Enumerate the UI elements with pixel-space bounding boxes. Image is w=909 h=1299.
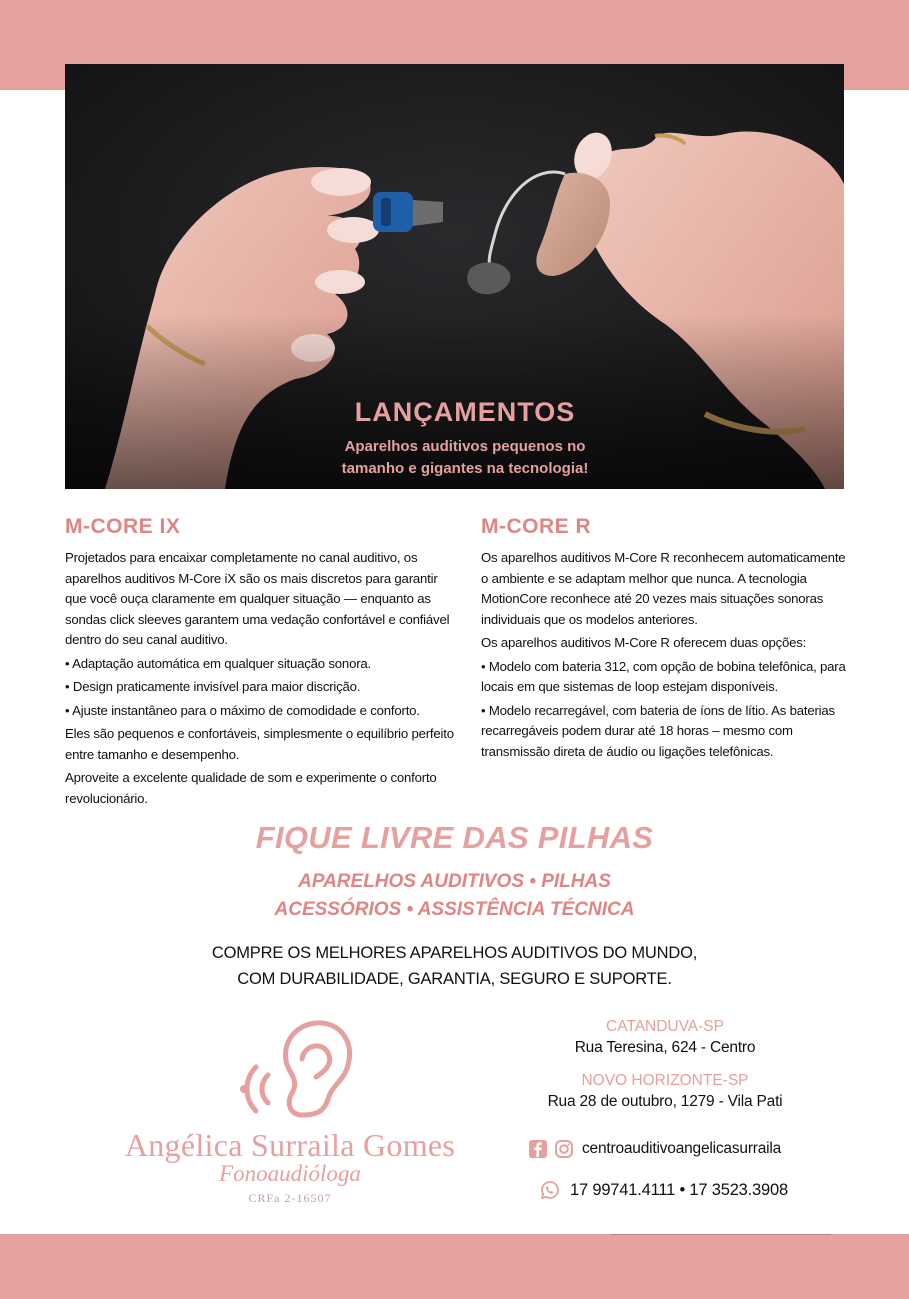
social-handle[interactable]: centroauditivoangelicasurraila: [582, 1140, 782, 1157]
promo-services-line1: APARELHOS AUDITIVOS • PILHAS: [298, 871, 611, 892]
bottom-divider: [611, 1234, 831, 1235]
location-item: [500, 1018, 830, 1057]
hero-subtitle-line1: Aparelhos auditivos pequenos no: [344, 438, 586, 455]
ear-sound-icon: [230, 1015, 360, 1125]
mcore-ix-bullet: • Design praticamente invisível para maior discrição.: [65, 679, 361, 694]
mcore-ix-intro: Projetados para encaixar completamente no canal auditivo, os aparelhos auditivos M-Core iX são os mais discretos para garantir que você ouça claramente em qualquer situação — enquanto as sondas click sleeves garantem uma vedação confortável e confiável dentro do seu canal auditivo.: [65, 550, 450, 647]
promo-cta-line2: COM DURABILIDADE, GARANTIA, SEGURO E SUPORTE.: [237, 970, 672, 988]
promo-services-line2: ACESSÓRIOS • ASSISTÊNCIA TÉCNICA: [274, 899, 635, 920]
hero-banner: [65, 64, 844, 489]
brand-crfa: CRFa 2-16507: [248, 1191, 332, 1205]
location-address: Rua Teresina, 624 - Centro: [574, 1039, 756, 1056]
mcore-ix-bullet: • Adaptação automática em qualquer situação sonora.: [65, 655, 371, 671]
location-item: [500, 1072, 830, 1111]
mcore-r-section: [481, 515, 846, 765]
mcore-r-options-intro: Os aparelhos auditivos M-Core R oferecem duas opções:: [481, 635, 807, 650]
mcore-ix-para3: Aproveite a excelente qualidade de som e experimente o conforto revolucionário.: [65, 770, 437, 806]
mcore-ix-section: [65, 515, 460, 812]
mcore-r-heading: M-CORE R: [481, 515, 592, 538]
location-city: NOVO HORIZONTE-SP: [581, 1072, 749, 1089]
promo-title: FIQUE LIVRE DAS PILHAS: [255, 820, 654, 855]
brand-name: Angélica Surraila Gomes: [124, 1127, 456, 1163]
mcore-r-bullet: • Modelo recarregável, com bateria de íons de lítio. As baterias recarregáveis podem durar até 18 horas – mesmo com transmissão direta de áudio ou ligações telefônicas.: [481, 702, 835, 759]
mcore-ix-heading: M-CORE IX: [65, 515, 181, 538]
promo-cta-line1: COMPRE OS MELHORES APARELHOS AUDITIVOS DO MUNDO,: [211, 944, 698, 962]
promo-section: [0, 820, 909, 992]
instagram-icon[interactable]: [554, 1139, 574, 1159]
location-city: CATANDUVA-SP: [606, 1018, 724, 1035]
bottom-pink-band: [0, 1234, 909, 1299]
hero-subtitle: [305, 436, 625, 480]
whatsapp-icon: [540, 1180, 560, 1200]
social-row: [528, 1138, 781, 1160]
facebook-icon[interactable]: [528, 1139, 548, 1159]
mcore-r-bullet: • Modelo com bateria 312, com opção de bobina telefônica, para locais em que sistemas de loop estejam disponíveis.: [481, 658, 846, 694]
phone-row: [540, 1179, 788, 1201]
hero-title: LANÇAMENTOS: [354, 397, 576, 427]
hero-caption: [305, 397, 625, 480]
brand-role: Fonoaudióloga: [219, 1161, 361, 1186]
mcore-ix-para2: Eles são pequenos e confortáveis, simplesmente o equilíbrio perfeito entre tamanho e desempenho.: [65, 726, 454, 762]
contact-locations: [500, 1018, 830, 1111]
location-address: Rua 28 de outubro, 1279 - Vila Pati: [547, 1093, 783, 1110]
mcore-r-intro: Os aparelhos auditivos M-Core R reconhecem automaticamente o ambiente e se adaptam melhor que nunca. A tecnologia MotionCore reconhece até 20 vezes mais situações sonoras individuais que os modelos anteriores.: [481, 550, 846, 627]
promo-cta: [0, 940, 909, 992]
hero-subtitle-line2: tamanho e gigantes na tecnologia!: [341, 460, 589, 477]
promo-services: [0, 868, 909, 924]
brand-logo: [100, 1015, 480, 1215]
phone-numbers[interactable]: 17 99741.4111 • 17 3523.3908: [570, 1180, 788, 1199]
mcore-ix-bullet: • Ajuste instantâneo para o máximo de comodidade e conforto.: [65, 702, 420, 718]
